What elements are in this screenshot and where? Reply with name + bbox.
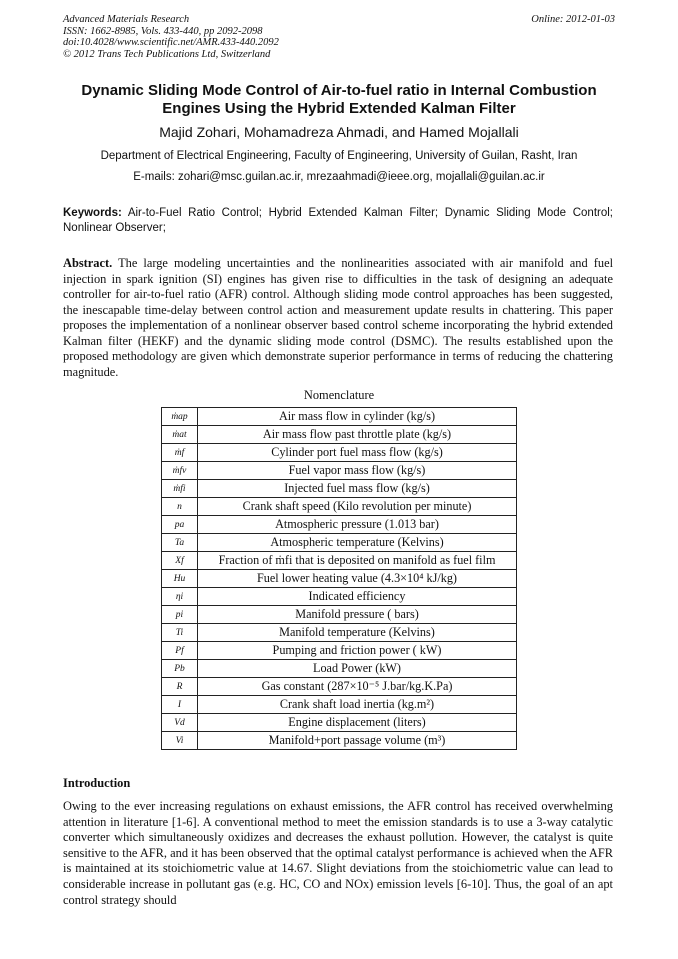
nomenclature-title: Nomenclature [303, 388, 375, 402]
nomenclature-symbol: R [162, 678, 198, 696]
authors: Majid Zohari, Mohamadreza Ahmadi, and Hamed Mojallali [159, 124, 519, 140]
nomenclature-row [162, 678, 517, 696]
abstract-label: Abstract. [63, 256, 113, 270]
nomenclature-symbol: Pf [162, 642, 198, 660]
nomenclature-description: Manifold temperature (Kelvins) [198, 624, 517, 642]
nomenclature-symbol: Hu [162, 570, 198, 588]
nomenclature-row [162, 408, 517, 426]
abstract [63, 256, 613, 380]
nomenclature-row [162, 714, 517, 732]
nomenclature-symbol: pi [162, 606, 198, 624]
introduction-heading: Introduction [63, 776, 131, 790]
nomenclature-row [162, 588, 517, 606]
nomenclature-symbol: Ta [162, 534, 198, 552]
nomenclature-row [162, 444, 517, 462]
nomenclature-row [162, 534, 517, 552]
nomenclature-description: Gas constant (287×10⁻⁵ J.bar/kg.K.Pa) [198, 678, 517, 696]
abstract-text: The large modeling uncertainties and the nonlinearities associated with air manifold and fuel injection in spark ignition (SI) engines has given rise to difficulties in the task of designing an adequate controller for air-to-fuel ratio (AFR) control. Although sliding mode control approaches has been suggested, the inescapable time-delay between control action and measurement update results in chattering. This paper proposes the implementation of a nonlinear observer based control scheme incorporating the hybrid extended Kalman filter (HEKF) and the dynamic sliding mode control (DSMC). The results established upon the proposed methodology are given which demonstrate superior performance in terms of reducing the chattering magnitude. [63, 256, 614, 379]
nomenclature-description: Crank shaft load inertia (kg.m²) [198, 696, 517, 714]
nomenclature-symbol: ηi [162, 588, 198, 606]
journal-name: Advanced Materials Research [63, 14, 190, 25]
nomenclature-description: Cylinder port fuel mass flow (kg/s) [198, 444, 517, 462]
keywords-text: Air-to-Fuel Ratio Control; Hybrid Extended Kalman Filter; Dynamic Sliding Mode Control; Nonlinear Observer; [63, 207, 613, 234]
nomenclature-symbol: I [162, 696, 198, 714]
introduction-text: Owing to the ever increasing regulations on exhaust emissions, the AFR control has received overwhelming attention in literature [1-6]. A conventional method to meet the emission standards is to use a 3-way catalytic converter which simultaneously oxidizes and decreases the exhaust pollution. However, the catalyst is quite sensitive to the AFR, and it has been observed that the optimal catalyst performance is achieved when the AFR is maintained at its stoichiometric value at 14.67. Slight deviations from the stoichiometric value can lead to considerable increase in pollutant gas (e.g. HC, CO and NOx) emission levels [6-10]. Thus, the goal of an apt control strategy should [63, 799, 613, 907]
nomenclature-symbol: Pb [162, 660, 198, 678]
nomenclature-symbol: ṁat [162, 426, 198, 444]
nomenclature-symbol: n [162, 498, 198, 516]
keywords-label: Keywords: [63, 207, 122, 219]
nomenclature-row [162, 426, 517, 444]
nomenclature-row [162, 606, 517, 624]
nomenclature-description: Air mass flow in cylinder (kg/s) [198, 408, 517, 426]
nomenclature-symbol: Vi [162, 732, 198, 750]
nomenclature-row [162, 462, 517, 480]
nomenclature-description: Atmospheric temperature (Kelvins) [198, 534, 517, 552]
title-line-2: Engines Using the Hybrid Extended Kalman Filter [162, 100, 516, 117]
nomenclature-description: Atmospheric pressure (1.013 bar) [198, 516, 517, 534]
nomenclature-description: Manifold+port passage volume (m³) [198, 732, 517, 750]
nomenclature-symbol: Ti [162, 624, 198, 642]
keywords [63, 206, 613, 236]
nomenclature-description: Fuel lower heating value (4.3×10⁴ kJ/kg) [198, 570, 517, 588]
nomenclature-row [162, 660, 517, 678]
nomenclature-description: Injected fuel mass flow (kg/s) [198, 480, 517, 498]
nomenclature-symbol: ṁf [162, 444, 198, 462]
journal-header [63, 14, 279, 60]
nomenclature-symbol: ṁfi [162, 480, 198, 498]
nomenclature-row [162, 570, 517, 588]
title-line-1: Dynamic Sliding Mode Control of Air-to-fuel ratio in Internal Combustion [81, 82, 597, 99]
nomenclature-row [162, 480, 517, 498]
issn-line: ISSN: 1662-8985, Vols. 433-440, pp 2092-2098 [63, 25, 263, 37]
nomenclature-symbol: ṁfv [162, 462, 198, 480]
nomenclature-description: Fuel vapor mass flow (kg/s) [198, 462, 517, 480]
paper-title [40, 82, 638, 118]
online-date: Online: 2012-01-03 [531, 14, 615, 25]
doi-line: doi:10.4028/www.scientific.net/AMR.433-440.2092 [63, 37, 279, 49]
emails: E-mails: zohari@msc.guilan.ac.ir, mrezaahmadi@ieee.org, mojallali@guilan.ac.ir [133, 171, 545, 183]
nomenclature-row [162, 642, 517, 660]
nomenclature-description: Indicated efficiency [198, 588, 517, 606]
nomenclature-row [162, 552, 517, 570]
nomenclature-description: Engine displacement (liters) [198, 714, 517, 732]
nomenclature-row [162, 696, 517, 714]
nomenclature-row [162, 516, 517, 534]
nomenclature-description: Crank shaft speed (Kilo revolution per minute) [198, 498, 517, 516]
nomenclature-row [162, 732, 517, 750]
nomenclature-table [161, 407, 517, 750]
nomenclature-symbol: Xf [162, 552, 198, 570]
nomenclature-description: Load Power (kW) [198, 660, 517, 678]
nomenclature-symbol: Vd [162, 714, 198, 732]
nomenclature-symbol: ṁap [162, 408, 198, 426]
nomenclature-description: Pumping and friction power ( kW) [198, 642, 517, 660]
nomenclature-symbol: pa [162, 516, 198, 534]
nomenclature-description: Air mass flow past throttle plate (kg/s) [198, 426, 517, 444]
nomenclature-row [162, 498, 517, 516]
nomenclature-description: Fraction of ṁfi that is deposited on manifold as fuel film [198, 552, 517, 570]
affiliation: Department of Electrical Engineering, Faculty of Engineering, University of Guilan, Rasht, Iran [100, 150, 578, 162]
nomenclature-row [162, 624, 517, 642]
copyright-line: © 2012 Trans Tech Publications Ltd, Switzerland [63, 48, 271, 60]
nomenclature-description: Manifold pressure ( bars) [198, 606, 517, 624]
